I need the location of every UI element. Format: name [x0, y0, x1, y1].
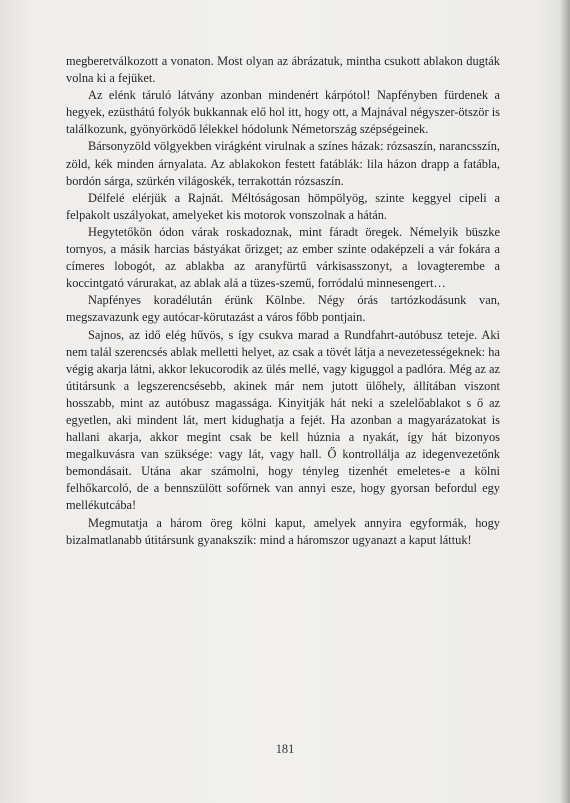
body-text — [66, 53, 500, 549]
paragraph: Sajnos, az idő elég hűvös, s így csukva marad a Rundfahrt-autóbusz teteje. Aki nem talál szerencsés ablak melletti helyet, az csak a tövét látja a nevezetességeknek: ha végig akarja látni, akkor lekucorodik az ülés mellé, vagy kiguggol a padlóra. Még az az útitársunk a legszerencsésebb, akinek már nem jutott ülőhely, állítában viszont hosszabb, mint az autóbusz magassága. Kinyitják hát neki a szelelőablakot s ő az egyetlen, aki mindent lát, mert kidughatja a fejét. Ha azonban a magyarázatokat is hallani akarja, akkor megint csak be kell húznia a nyakát, így hát bizonyos megalkuvásra van szüksége: vagy lát, vagy hall. Ő kontrollálja az idegenvezetőnk bemondásait. Utána akar számolni, hogy tényleg tizenhét emeletes-e a kölni felhőkarcoló, de a bennszülött sofőrnek van annyi esze, hogy gyorsan befordul egy mellékutcába! — [66, 327, 500, 513]
paragraph: Napfényes koradélután érünk Kölnbe. Négy órás tartózkodásunk van, megszavazunk egy autócar-körutazást a város főbb pontjain. — [66, 293, 500, 325]
page-number: 181 — [275, 742, 295, 756]
paragraph: Az elénk táruló látvány azonban mindenért kárpótol! Napfényben fürdenek a hegyek, ezüsthátú folyók bukkannak elő hol itt, hogy ott, a Majnával négyszer-ötször is találkozunk, gyönyörködő lélekkel hódolunk Németország szépségeinek. — [66, 88, 500, 137]
paragraph: Megmutatja a három öreg kölni kaput, amelyek annyira egyformák, hogy bizalmatlanabb útitársunk gyanakszik: mind a háromszor ugyanazt a kaput láttuk! — [66, 515, 500, 547]
paragraph: Bársonyzöld völgyekben virágként virulnak a színes házak: rózsaszín, narancsszín, zöld, kék minden árnyalata. Az ablakokon festett fatáblák: lila házon drapp a fatábla, bordón sárga, szürkén világoskék, terrakottán rózsaszín. — [66, 139, 500, 188]
page-spine-shadow — [560, 0, 570, 803]
paragraph: Hegytetőkön ódon várak roskadoznak, mint fáradt öregek. Némelyik büszke tornyos, a másik harcias bástyákat őrizget; az ember szinte odaképzeli a vár fokára a címeres lobogót, az ablakba az aranyfürtű várkisasszonyt, a lovagterembe a koccintgató várurakat, az ablak alá a tüzes-szemű, forródalú minnesengert… — [66, 224, 500, 291]
paragraph: megberetválkozott a vonaton. Most olyan az ábrázatuk, mintha csukott ablakon dugták volna ki a fejüket. — [66, 54, 500, 86]
paragraph: Délfelé elérjük a Rajnát. Méltóságosan hömpölyög, szinte keggyel cipeli a felpakolt uszályokat, amelyeket kis motorok vonszolnak a hátán. — [66, 190, 500, 222]
